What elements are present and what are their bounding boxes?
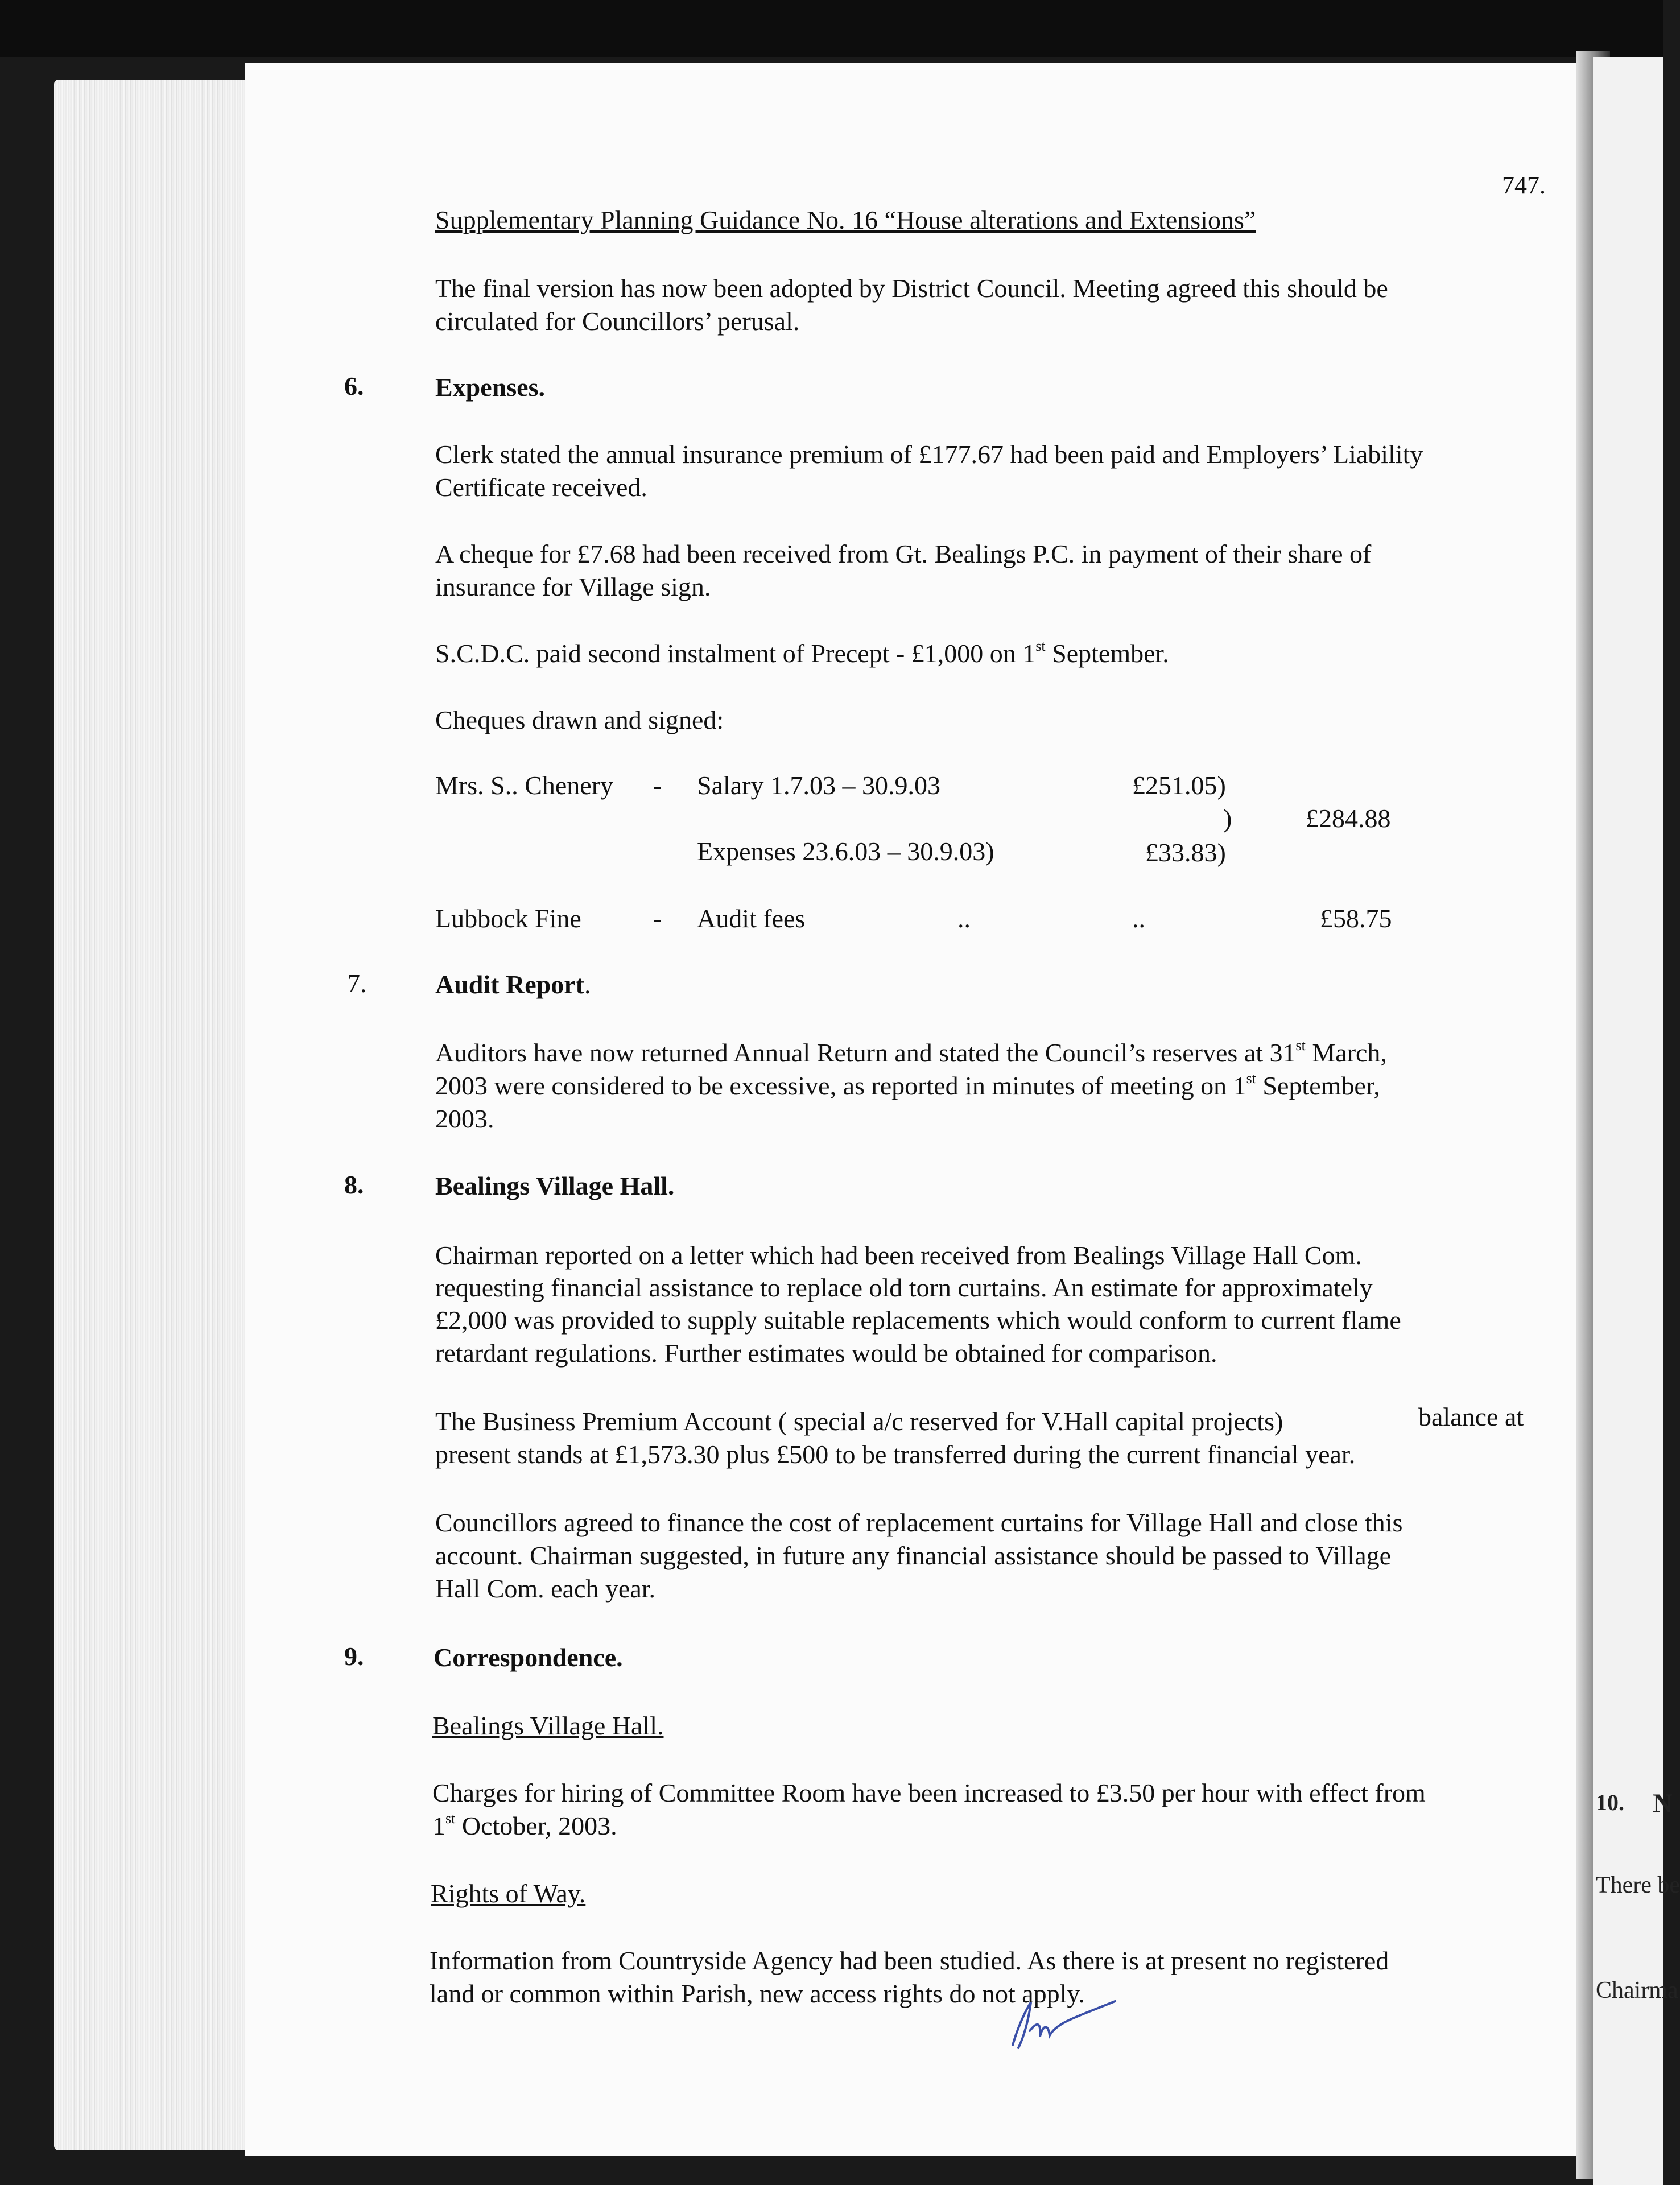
subheading-rights-of-way: Rights of Way. [431, 1879, 586, 1908]
payment-amount: £33.83) [1145, 838, 1226, 867]
payment-item: Salary 1.7.03 – 30.9.03 [697, 771, 941, 800]
councillors-paragraph-line: Hall Com. each year. [435, 1574, 656, 1603]
adjacent-page-edge [1593, 57, 1680, 2185]
section-number: 6. [344, 371, 364, 400]
village-hall-paragraph-line: Chairman reported on a letter which had been received from Bealings Village Hall Com. [435, 1241, 1362, 1270]
payee-dash: - [653, 771, 662, 800]
page-stack-edge [54, 80, 259, 2150]
payment-item: Audit fees [697, 904, 806, 933]
adjacent-page-text: N [1653, 1789, 1673, 1819]
audit-paragraph-line: 2003 were considered to be excessive, as reported in minutes of meeting on 1st September, [435, 1069, 1380, 1100]
section-number: 7. [347, 969, 367, 998]
councillors-paragraph-line: Councillors agreed to finance the cost of replacement curtains for Village Hall and close this [435, 1508, 1403, 1537]
section-title-correspondence: Correspondence. [434, 1643, 623, 1672]
cheque-paragraph-line: A cheque for £7.68 had been received from Gt. Bealings P.C. in payment of their share of [435, 539, 1372, 568]
handwritten-initials-signature [1001, 1991, 1126, 2059]
page-number: 747. [1502, 171, 1546, 199]
spg-heading: Supplementary Planning Guidance No. 16 “House alterations and Extensions” [435, 205, 1256, 234]
audit-paragraph-line: Auditors have now returned Annual Return and stated the Council’s reserves at 31st March, [435, 1036, 1387, 1067]
binder-edge [0, 0, 1663, 57]
payment-total: £58.75 [1320, 904, 1392, 933]
section-title-audit: Audit Report. [435, 970, 591, 999]
premium-account-line-end: balance at [1418, 1402, 1524, 1431]
section-number: 9. [344, 1642, 364, 1671]
payee-name: Mrs. S.. Chenery [435, 771, 614, 800]
hire-charges-line: Charges for hiring of Committee Room have been increased to £3.50 per hour with effect from [432, 1778, 1426, 1807]
precept-line: S.C.D.C. paid second instalment of Precept - £1,000 on 1st September. [435, 637, 1169, 668]
payment-amount: £251.05) [1132, 771, 1226, 800]
cheques-label: Cheques drawn and signed: [435, 705, 724, 734]
expenses-paragraph-line: Clerk stated the annual insurance premium of £177.67 had been paid and Employers’ Liability [435, 440, 1423, 469]
subheading-village-hall: Bealings Village Hall. [432, 1711, 664, 1740]
bracket: ) [1223, 804, 1232, 833]
spg-paragraph-line: The final version has now been adopted by District Council. Meeting agreed this should be [435, 274, 1388, 303]
payee-name: Lubbock Fine [435, 904, 581, 933]
councillors-paragraph-line: account. Chairman suggested, in future any financial assistance should be passed to Village [435, 1541, 1392, 1570]
spg-paragraph-line: circulated for Councillors’ perusal. [435, 307, 800, 336]
leader-dots: .. [957, 904, 971, 933]
payment-total: £284.88 [1306, 804, 1391, 833]
section-number: 8. [344, 1170, 364, 1199]
premium-account-line: The Business Premium Account ( special a/c reserved for V.Hall capital projects) [435, 1407, 1283, 1436]
adjacent-page-text: There be [1596, 1872, 1680, 1898]
payee-dash: - [653, 904, 662, 933]
audit-paragraph-line: 2003. [435, 1104, 494, 1133]
village-hall-paragraph-line: £2,000 was provided to supply suitable replacements which would conform to current flame [435, 1306, 1401, 1335]
village-hall-paragraph-line: retardant regulations. Further estimates would be obtained for comparison. [435, 1339, 1217, 1368]
payment-item: Expenses 23.6.03 – 30.9.03) [697, 837, 994, 866]
adjacent-page-text: Chairma [1596, 1977, 1678, 2004]
expenses-paragraph-line: Certificate received. [435, 473, 647, 502]
section-title-expenses: Expenses. [435, 373, 545, 402]
premium-account-line: present stands at £1,573.30 plus £500 to be transferred during the current financial year. [435, 1440, 1356, 1469]
cheque-paragraph-line: insurance for Village sign. [435, 572, 711, 601]
leader-dots: .. [1132, 904, 1145, 933]
adjacent-page-text: 10. [1596, 1790, 1624, 1815]
hire-charges-line: 1st October, 2003. [432, 1810, 617, 1840]
rights-of-way-line: land or common within Parish, new access rights do not apply. [430, 1979, 1085, 2008]
rights-of-way-line: Information from Countryside Agency had been studied. As there is at present no registered [430, 1946, 1389, 1975]
village-hall-paragraph-line: requesting financial assistance to replace old torn curtains. An estimate for approximately [435, 1273, 1373, 1302]
section-title-village-hall: Bealings Village Hall. [435, 1171, 675, 1200]
